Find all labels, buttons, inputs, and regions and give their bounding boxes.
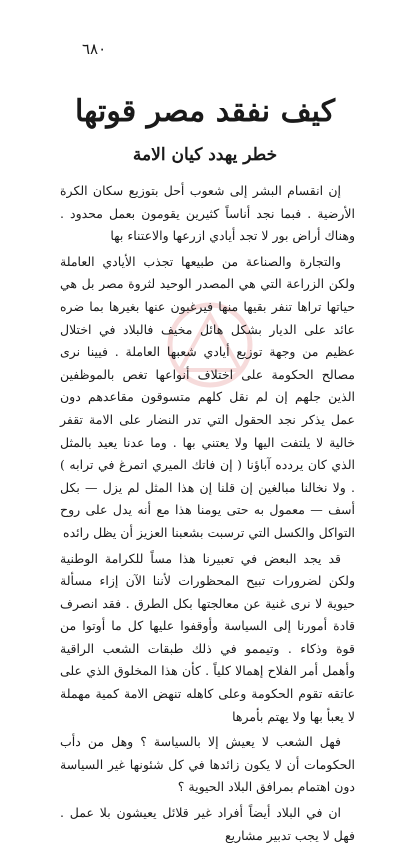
paragraph: والتجارة والصناعة من طبيعها تجذب الأيادي العاملة ولكن الزراعة التي هي المصدر الوحيد لثروة مصر بل هي حياتها تراها تنفر بقيها منها فيرغبون عنها بغيرها بما ضره عائد على الديار بشكل هائل مخيف فالبلاد في اختلال عظيم من وجهة توزيع أيادي شعبها العاملة . فيينا نرى مصالح الحكومة على اختلاف أنواعها تغص بالموظفين الذين جلهم إن لم نقل كلهم متسوقون مقاعدهم دون عمل يذكر نجد الحقول التي تدر النضار على الامة تقفر خالية لا يلتفت اليها ولا يعتني بها . وما عدنا يعيد بالمثل الذي كان يردده آباؤنا ( إن فاتك الميري اتمرغ في ترابه ) . ولا نخالنا مبالغين إن قلنا إن هذا المثل لم يزل — بكل أسف — معمول به حتى يومنا هذا مع أنه يدل على روح التواكل والكسل التي ترسبت بشعبنا العزيز أن يظل رائده: [60, 253, 355, 540]
article-body: [60, 180, 355, 850]
paragraph: ان في البلاد أيضاً أفراد غير قلائل يعيشون بلا عمل . فهل لا يجب تدبير مشاريع: [60, 805, 355, 843]
article-title: كيف نفقد مصر قوتها: [75, 94, 335, 129]
paragraph: فهل الشعب لا يعيش إلا بالسياسة ؟ وهل من دأب الحكومات أن لا يكون زائدها في كل شئونها غير السياسة دون اهتمام بمرافق البلاد الحيوية ؟: [60, 734, 355, 795]
paragraph: إن انقسام البشر إلى شعوب أحل بتوزيع سكان الكرة الأرضية . فبما نجد أناساً كثيرين يقومون بعمل محدود . وهناك أراض بور لا تجد أيادي ازرعها والاعتناء بها: [60, 183, 355, 244]
article-subtitle: خطر يهدد كيان الامة: [132, 145, 278, 165]
page-number: ٦٨٠: [82, 40, 107, 58]
paragraph: قد يجد البعض في تعبيرنا هذا مساً للكرامة الوطنية ولكن لضرورات تبيح المحظورات لأننا الآن إزاء مسألة حيوية لا نرى غنية عن معالجتها بكل الطرق . فقد انصرف قادة أمورنا إلى السياسة وأوقفوا عليها كل ما أوتوا من قوة وذكاء . وتيممو في ذلك طبقات الشعب الراقية وأهمل أمر الفلاح إهمالا كلياً . كأن هذا المخلوق الذي على عاتقه تقوم الحكومة وعلى كاهله تنهض الامة كمية مهملة لا يعبأ بها ولا يهتم بأمرها: [60, 550, 355, 724]
